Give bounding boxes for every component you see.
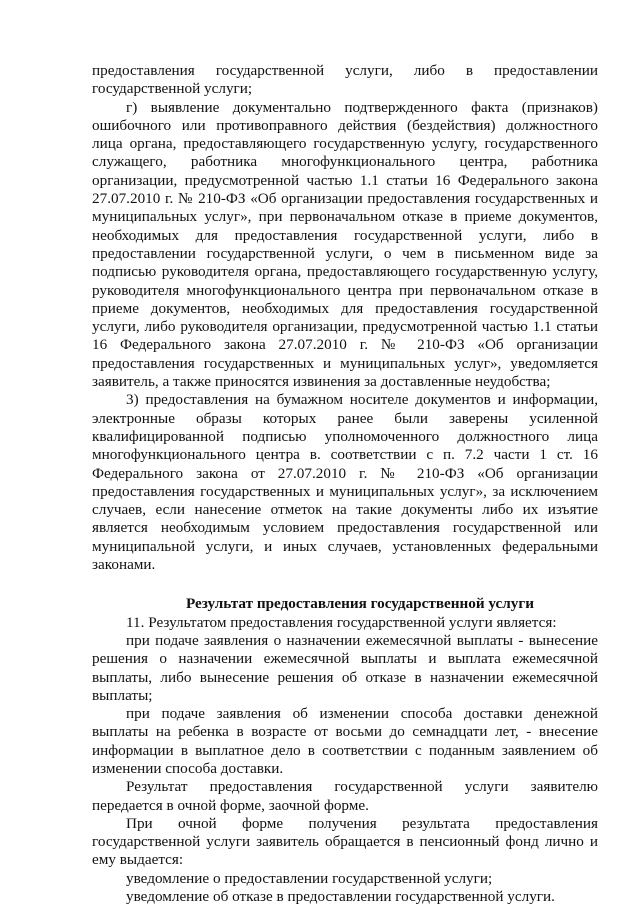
paragraph-notice-refusal: уведомление об отказе в предоставлении государственной услуги.: [126, 888, 555, 906]
document-body: [92, 62, 598, 906]
section-heading: Результат предоставления государственной услуги: [185, 595, 535, 613]
paragraph-continuation: предоставления государственной услуги, либо в предоставлении государственной услуги;: [92, 62, 598, 98]
paragraph-11: 11. Результатом предоставления государственной услуги является:: [126, 613, 557, 631]
section-gap: [92, 574, 598, 587]
paragraph-in-person: При очной форме получения результата предоставления государственной услуги заявитель обращается в пенсионный фонд лично и ему выдается:: [92, 814, 598, 869]
paragraph-result-form: Результат предоставления государственной услуги заявителю передается в очной форме, заочной форме.: [92, 778, 598, 814]
paragraph-monthly-payment: при подаче заявления о назначении ежемесячной выплаты - вынесение решения о назначении ежемесячной выплаты и выплата ежемесячной выплаты, либо вынесение решения об отказе в назначении ежемесячной выплаты;: [92, 631, 598, 704]
paragraph-notice-provided: уведомление о предоставлении государственной услуги;: [126, 869, 493, 887]
paragraph-item-3: 3) предоставления на бумажном носителе документов и информации, электронные образы которых ранее были заверены усиленной квалифицированной подписью уполномоченного должностного лица многофункционального центра в. соответствии с п. 7.2 части 1 ст. 16 Федерального закона от 27.07.2010 г. № 210-ФЗ «Об организации предоставления государственных и муниципальных услуг», за исключением случаев, если нанесение отметок на такие документы либо их изъятие является необходимым условием предоставления государственной или муниципальной услуги, и иных случаев, установленных федеральными законами.: [92, 391, 598, 574]
paragraph-delivery-change: при подаче заявления об изменении способа доставки денежной выплаты на ребенка в возрасте от восьми до семнадцати лет, - внесение информации в выплатное дело в соответствии с поданным заявлением об изменении способа доставки.: [92, 705, 598, 777]
paragraph-item-g: г) выявление документально подтвержденного факта (признаков) ошибочного или противоправного действия (бездействия) должностного лица органа, предоставляющего государственную услугу, государственного служащего, работника многофункционального центра, работника организации, предусмотренной частью 1.1 статьи 16 Федерального закона 27.07.2010 г. № 210-ФЗ «Об организации предоставления государственных и муниципальных услуг», при первоначальном отказе в приеме документов, необходимых для предоставления государственной услуги, либо в предоставлении государственной услуги, о чем в письменном виде за подписью руководителя органа, предоставляющего государственную услугу, руководителя многофункционального центра при первоначальном отказе в приеме документов, необходимых для предоставления государственной услуги, либо руководителя организации, предусмотренной частью 1.1 статьи 16 Федерального закона 27.07.2010 г. № 210-ФЗ «Об организации предоставления государственных и муниципальных услуг», уведомляется заявитель, а также приносятся извинения за доставленные неудобства;: [92, 98, 598, 391]
